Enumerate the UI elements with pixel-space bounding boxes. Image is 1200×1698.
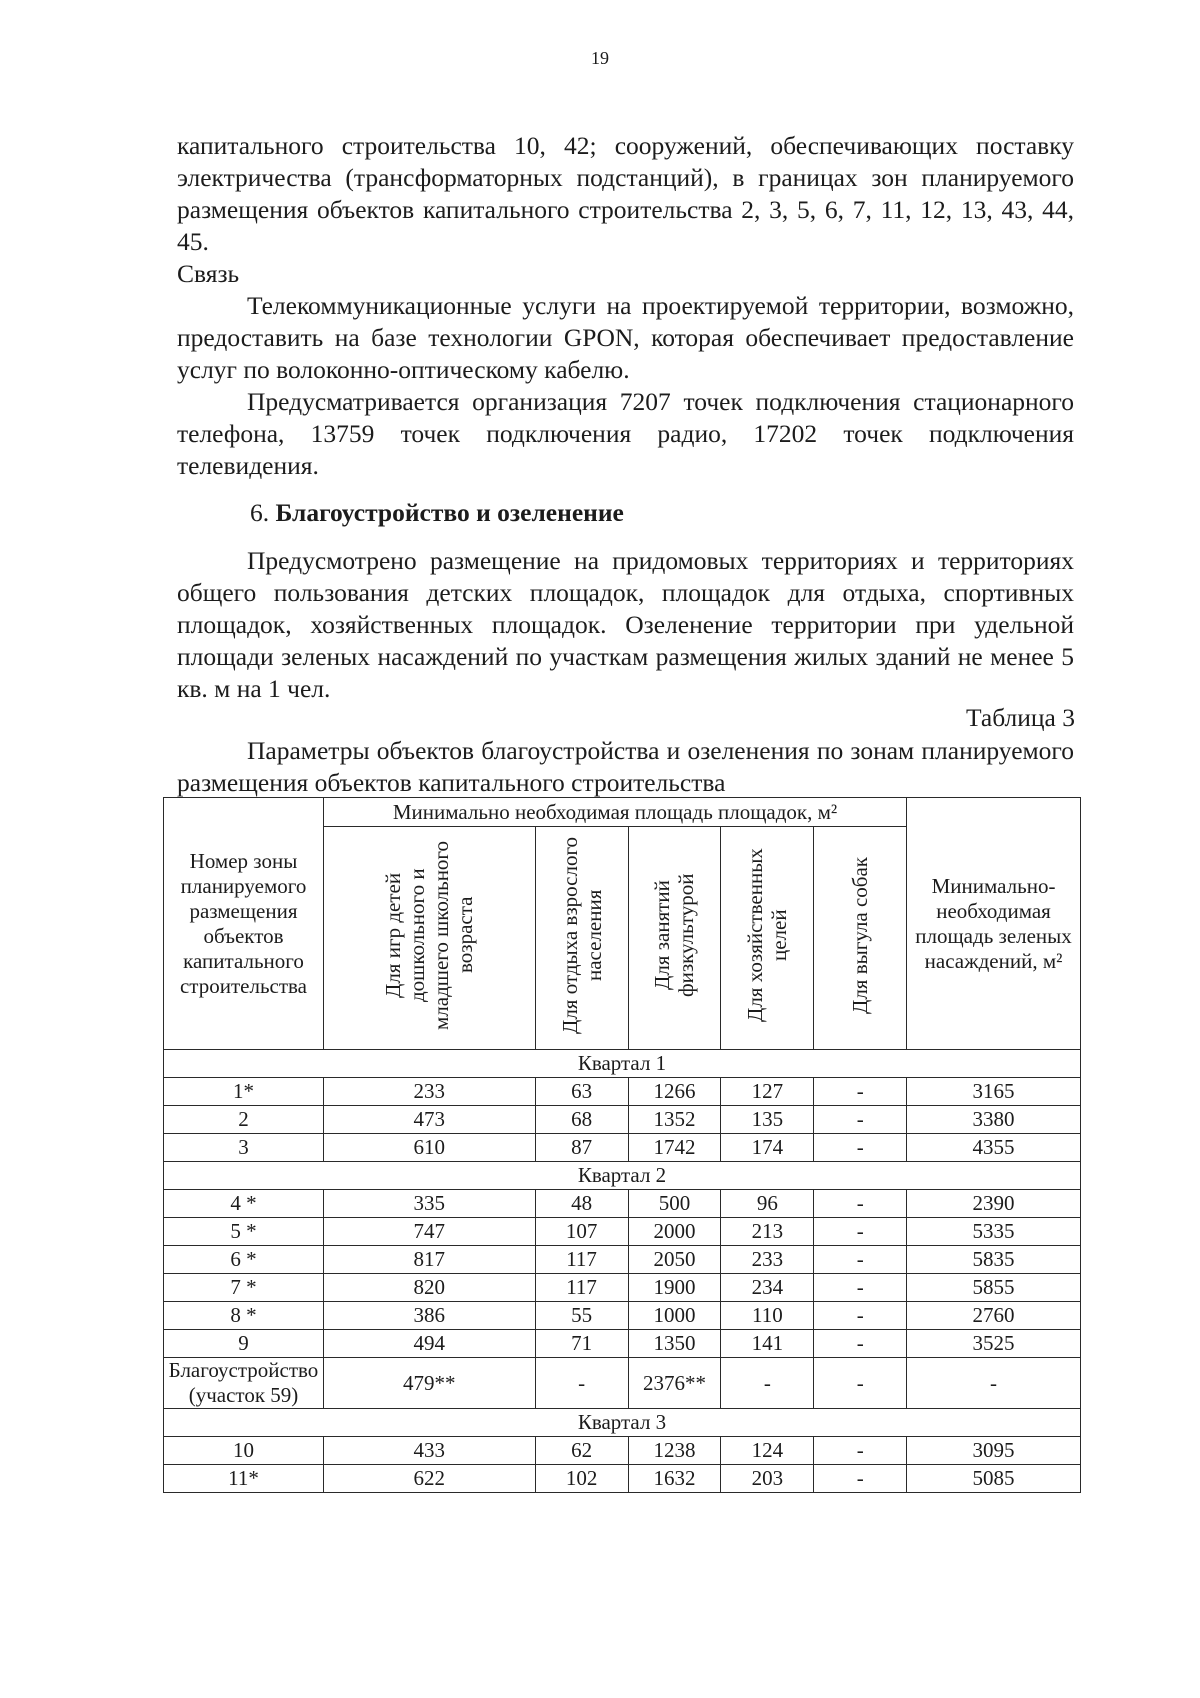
cell: 71 — [535, 1330, 628, 1358]
cell: 213 — [721, 1218, 814, 1246]
page-number: 19 — [591, 48, 609, 68]
cell: 107 — [535, 1218, 628, 1246]
cell: 817 — [323, 1246, 535, 1274]
cell: 1742 — [628, 1134, 721, 1162]
header-group: Минимально необходимая площадь площадок, м² — [323, 798, 906, 827]
cell: 3 — [164, 1134, 324, 1162]
cell: 117 — [535, 1274, 628, 1302]
cell: 127 — [721, 1078, 814, 1106]
cell: 820 — [323, 1274, 535, 1302]
cell: - — [814, 1246, 907, 1274]
cell: 4355 — [907, 1134, 1081, 1162]
table-row — [164, 1465, 1081, 1493]
cell: 48 — [535, 1190, 628, 1218]
cell: 110 — [721, 1302, 814, 1330]
cell: 96 — [721, 1190, 814, 1218]
cell: 63 — [535, 1078, 628, 1106]
cell: 473 — [323, 1106, 535, 1134]
table-row — [164, 1437, 1081, 1465]
cell: 494 — [323, 1330, 535, 1358]
cell: 2390 — [907, 1190, 1081, 1218]
cell: - — [814, 1134, 907, 1162]
cell: 3525 — [907, 1330, 1081, 1358]
subheader-text: Для хозяйственных целей — [743, 848, 792, 1022]
cell: - — [814, 1437, 907, 1465]
cell: - — [721, 1358, 814, 1409]
cell: 2000 — [628, 1218, 721, 1246]
cell: - — [814, 1078, 907, 1106]
paragraph: Телекоммуникационные услуги на проектируемой территории, возможно, предоставить на базе технологии GPON, которая обеспечивает предоставление услуг по волоконно-оптическому кабелю. — [177, 291, 1074, 384]
cell: 87 — [535, 1134, 628, 1162]
paragraph: капитального строительства 10, 42; сооружений, обеспечивающих поставку электричества (трансформаторных подстанций), в границах зон планируемого размещения объектов капитального строительства 2, 3, 5, 6, 7, 11, 12, 13, 43, 44, 45. — [177, 131, 1074, 256]
cell: 141 — [721, 1330, 814, 1358]
parameters-table — [163, 797, 1081, 1493]
table-row — [164, 1134, 1081, 1162]
table-label: Таблица 3 — [965, 703, 1075, 732]
cell: 1* — [164, 1078, 324, 1106]
cell: 3380 — [907, 1106, 1081, 1134]
cell: 234 — [721, 1274, 814, 1302]
cell: 1238 — [628, 1437, 721, 1465]
section-row: Квартал 2 — [164, 1162, 1081, 1190]
subheader-text: Для игр детей дошкольного и младшего школьного возраста — [381, 840, 478, 1030]
cell: 5 * — [164, 1218, 324, 1246]
cell: 9 — [164, 1330, 324, 1358]
cell: 8 * — [164, 1302, 324, 1330]
table-row — [164, 1330, 1081, 1358]
section-title: Благоустройство и озеленение — [275, 498, 624, 527]
cell: 5835 — [907, 1246, 1081, 1274]
cell: 3165 — [907, 1078, 1081, 1106]
cell: 3095 — [907, 1437, 1081, 1465]
table-row — [164, 1358, 1081, 1409]
cell: 622 — [323, 1465, 535, 1493]
cell: 135 — [721, 1106, 814, 1134]
cell: Благоустройство (участок 59) — [164, 1358, 324, 1409]
cell: 610 — [323, 1134, 535, 1162]
cell: 68 — [535, 1106, 628, 1134]
table-row — [164, 1078, 1081, 1106]
subheader-text: Для занятий физкультурой — [650, 873, 699, 997]
table-row — [164, 1218, 1081, 1246]
cell: 747 — [323, 1218, 535, 1246]
paragraph: Предусматривается организация 7207 точек подключения стационарного телефона, 13759 точек подключения радио, 17202 точек подключения телевидения. — [177, 387, 1074, 480]
body-text-top — [177, 130, 1074, 482]
cell: 335 — [323, 1190, 535, 1218]
table-row — [164, 1302, 1081, 1330]
subheader-text: Для отдыха взрослого населения — [557, 836, 606, 1034]
cell: 1266 — [628, 1078, 721, 1106]
table-row — [164, 1190, 1081, 1218]
cell: 2376** — [628, 1358, 721, 1409]
cell: 1352 — [628, 1106, 721, 1134]
subheader-cell — [814, 827, 907, 1050]
cell: 233 — [721, 1246, 814, 1274]
cell: 233 — [323, 1078, 535, 1106]
section-row: Квартал 3 — [164, 1409, 1081, 1437]
cell: - — [814, 1302, 907, 1330]
cell: 11* — [164, 1465, 324, 1493]
header-green: Минимально-необходимая площадь зеленых насаждений, м² — [907, 798, 1081, 1050]
subheader-text: Для выгула собак — [848, 856, 873, 1014]
cell: - — [814, 1330, 907, 1358]
cell: 2 — [164, 1106, 324, 1134]
paragraph: Предусмотрено размещение на придомовых территориях и территориях общего пользования детских площадок, площадок для отдыха, спортивных площадок, хозяйственных площадок. Озеленение территории при удельной площади зеленых насаждений по участкам размещения жилых зданий не менее 5 кв. м на 1 чел. — [177, 546, 1074, 703]
cell: 174 — [721, 1134, 814, 1162]
subheader-cell — [535, 827, 628, 1050]
section-number: 6. — [250, 498, 270, 527]
cell: 433 — [323, 1437, 535, 1465]
cell: 1350 — [628, 1330, 721, 1358]
cell: - — [535, 1358, 628, 1409]
body-text-section — [177, 545, 1074, 705]
cell: 1632 — [628, 1465, 721, 1493]
cell: - — [814, 1190, 907, 1218]
table-caption-block — [177, 735, 1074, 799]
cell: 1000 — [628, 1302, 721, 1330]
cell: 10 — [164, 1437, 324, 1465]
cell: 62 — [535, 1437, 628, 1465]
subheader-cell — [721, 827, 814, 1050]
table-row — [164, 1106, 1081, 1134]
cell: 4 * — [164, 1190, 324, 1218]
cell: - — [907, 1358, 1081, 1409]
cell: 124 — [721, 1437, 814, 1465]
cell: 479** — [323, 1358, 535, 1409]
table-row — [164, 1246, 1081, 1274]
cell: 386 — [323, 1302, 535, 1330]
cell: 5085 — [907, 1465, 1081, 1493]
cell: 117 — [535, 1246, 628, 1274]
cell: 5855 — [907, 1274, 1081, 1302]
cell: 203 — [721, 1465, 814, 1493]
cell: 2760 — [907, 1302, 1081, 1330]
cell: 2050 — [628, 1246, 721, 1274]
table-caption: Параметры объектов благоустройства и озеленения по зонам планируемого размещения объектов капитального строительства — [177, 736, 1074, 797]
cell: - — [814, 1465, 907, 1493]
cell: - — [814, 1106, 907, 1134]
cell: 6 * — [164, 1246, 324, 1274]
cell: - — [814, 1274, 907, 1302]
cell: 1900 — [628, 1274, 721, 1302]
section-heading — [250, 498, 624, 528]
header-zone: Номер зоны планируемого размещения объектов капитального строительства — [164, 798, 324, 1050]
section-row: Квартал 1 — [164, 1050, 1081, 1078]
cell: 55 — [535, 1302, 628, 1330]
table-row — [164, 1274, 1081, 1302]
cell: 102 — [535, 1465, 628, 1493]
cell: 500 — [628, 1190, 721, 1218]
cell: - — [814, 1358, 907, 1409]
cell: - — [814, 1218, 907, 1246]
subheader-cell — [628, 827, 721, 1050]
subheading-svyaz: Связь — [177, 259, 240, 288]
cell: 5335 — [907, 1218, 1081, 1246]
subheader-cell — [323, 827, 535, 1050]
cell: 7 * — [164, 1274, 324, 1302]
